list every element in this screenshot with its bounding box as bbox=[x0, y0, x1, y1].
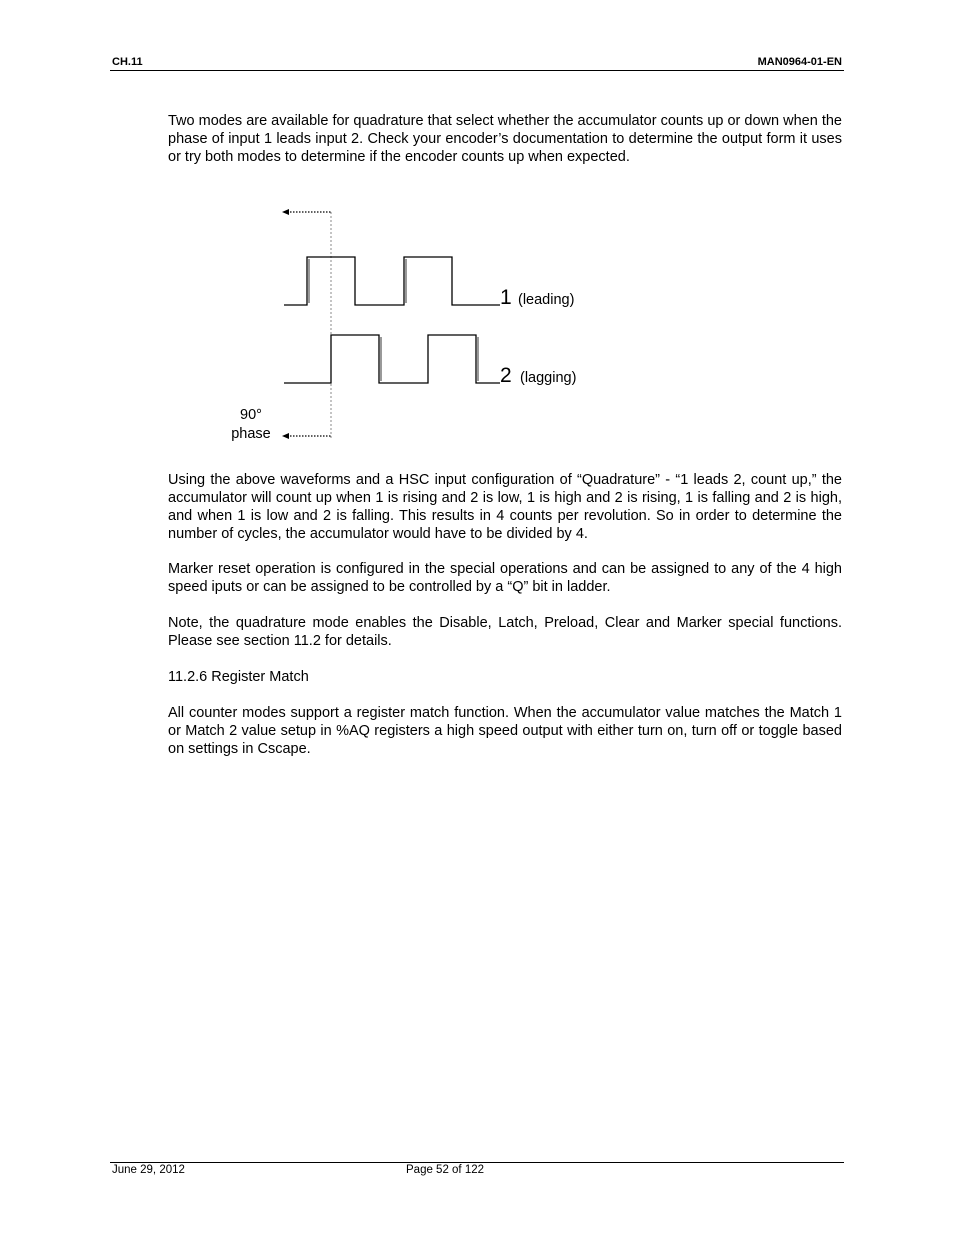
waveform-diagram bbox=[210, 195, 610, 450]
top-arrowhead bbox=[282, 209, 289, 215]
signal-1-waveform bbox=[284, 257, 500, 305]
section-heading-register-match: 11.2.6 Register Match bbox=[168, 669, 309, 685]
paragraph-special-functions-note: Note, the quadrature mode enables the Disable, Latch, Preload, Clear and Marker special functions. Please see section 11.2 for details. bbox=[168, 615, 842, 649]
quadrature-waveform-figure bbox=[210, 195, 610, 450]
paragraph-marker-reset: Marker reset operation is configured in the special operations and can be assigned to any of the 4 high speed iputs or can be assigned to be controlled by a “Q” bit in ladder. bbox=[168, 561, 842, 595]
signal-1-label: (leading) bbox=[518, 292, 575, 308]
footer-page-number: Page 52 of 122 bbox=[406, 1164, 485, 1176]
signal-2-number: 2 bbox=[500, 364, 512, 387]
phase-label-word: phase bbox=[231, 426, 271, 442]
paragraph-quadrature-modes: Two modes are available for quadrature that select whether the accumulator counts up or down when the phase of input 1 leads input 2. Check your encoder’s documentation to determine the output form it uses or try both modes to determine if the encoder counts up when expected. bbox=[168, 113, 842, 165]
signal-2-waveform bbox=[284, 335, 500, 383]
paragraph-quadrature-counting: Using the above waveforms and a HSC input configuration of “Quadrature” - “1 leads 2, count up,” the accumulator will count up when 1 is rising and 2 is low, 1 is high and 2 is rising, 1 is falling and 2 is high, and when 1 is low and 2 is falling. This results in 4 counts per revolution. So in order to determine the number of cycles, the accumulator would have to be divided by 4. bbox=[168, 472, 842, 542]
signal-1-number: 1 bbox=[500, 286, 512, 309]
header-manual-number: MAN0964-01-EN bbox=[757, 56, 842, 68]
header-chapter: CH.11 bbox=[112, 56, 143, 68]
signal-2-label: (lagging) bbox=[520, 370, 577, 386]
header-rule bbox=[110, 70, 844, 71]
bottom-arrowhead bbox=[282, 433, 289, 439]
footer-date: June 29, 2012 bbox=[112, 1164, 185, 1176]
paragraph-register-match: All counter modes support a register match function. When the accumulator value matches the Match 1 or Match 2 value setup in %AQ registers a high speed output with either turn on, turn off or toggle based on settings in Cscape. bbox=[168, 705, 842, 757]
footer-rule bbox=[110, 1162, 844, 1163]
phase-label-degrees: 90° bbox=[240, 407, 262, 423]
